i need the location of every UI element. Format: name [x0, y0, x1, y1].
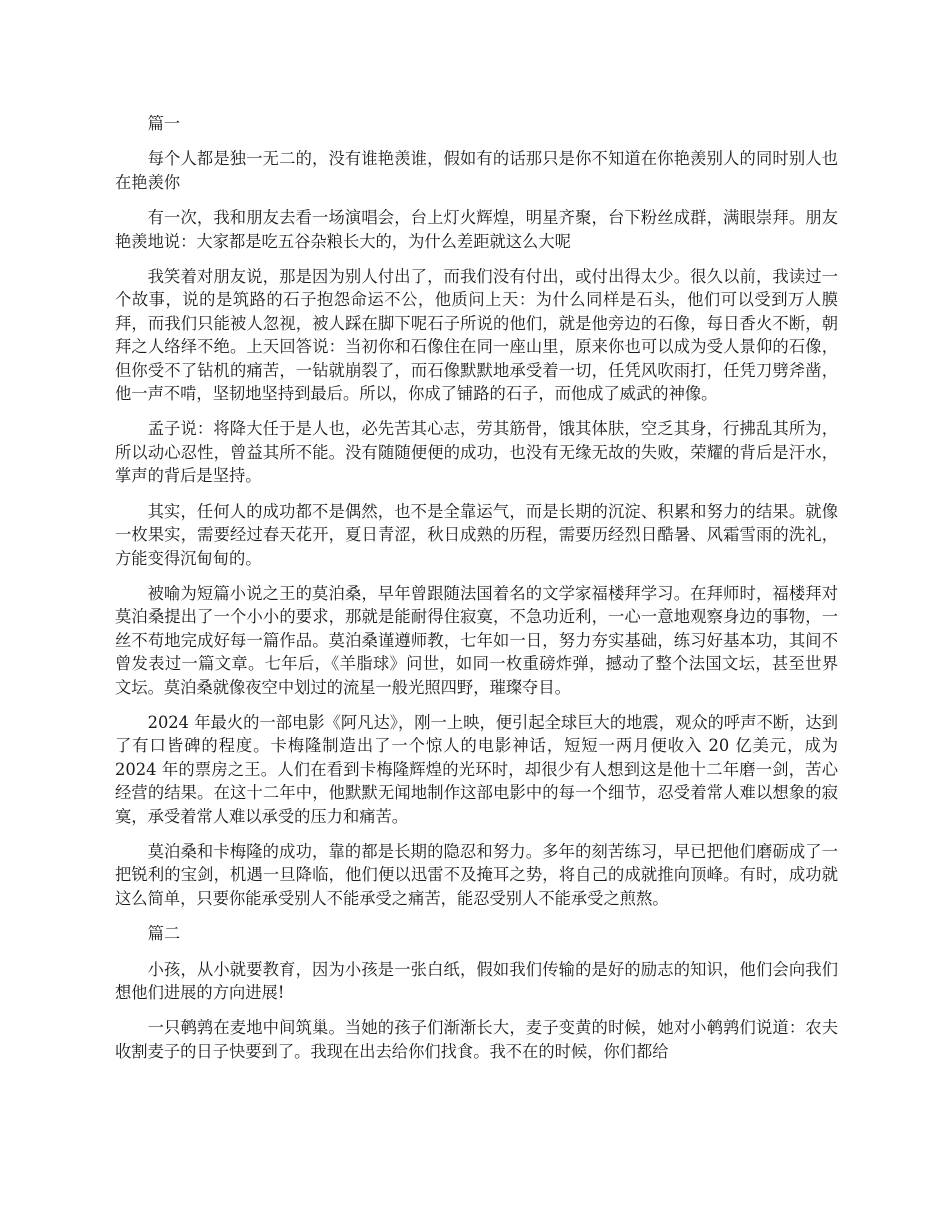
section-heading-2: 篇二: [147, 924, 181, 944]
section-heading-1: 篇一: [147, 114, 181, 133]
paragraph: 每个人都是独一无二的，没有谁艳羡谁，假如有的话那只是你不知道在你艳羡别人的同时别人也在艳羡你: [115, 149, 838, 192]
paragraph: 其实，任何人的成功都不是偶然，也不是全靠运气，而是长期的沉淀、积累和努力的结果。就像一枚果实，需要经过春天花开，夏日青涩，秋日成熟的历程，需要历经烈日酷暑、风霜雪雨的洗礼，方能变得沉甸甸的。: [115, 501, 838, 568]
paragraph: 有一次，我和朋友去看一场演唱会，台上灯火辉煌，明星齐聚，台下粉丝成群，满眼崇拜。朋友艳羡地说：大家都是吃五谷杂粮长大的，为什么差距就这么大呢: [115, 208, 838, 251]
paragraph: 被喻为短篇小说之王的莫泊桑，早年曾跟随法国着名的文学家福楼拜学习。在拜师时，福楼拜对莫泊桑提出了一个小小的要求，那就是能耐得住寂寞，不急功近利，一心一意地观察身边的事物，一丝不苟地完成好每一篇作品。莫泊桑谨遵师教，七年如一日，努力夯实基础，练习好基本功，其间不曾发表过一篇文章。七年后，《羊脂球》问世，如同一枚重磅炸弹，撼动了整个法国文坛，甚至世界文坛。莫泊桑就像夜空中划过的流星一般光照四野，璀璨夺目。: [115, 583, 838, 697]
paragraph: 2024 年最火的一部电影《阿凡达》，刚一上映，便引起全球巨大的地震，观众的呼声不断，达到了有口皆碑的程度。卡梅隆制造出了一个惊人的电影神话，短短一两月便收入 20 亿美元，成为 2024 年的票房之王。人们在看到卡梅隆辉煌的光环时，却很少有人想到这是他十二年磨一剑，苦心经营的结果。在这十二年中，他默默无闻地制作这部电影中的每一个细节，忍受着常人难以想象的寂寞，承受着常人难以承受的压力和痛苦。: [115, 712, 838, 826]
paragraph: 我笑着对朋友说，那是因为别人付出了，而我们没有付出，或付出得太少。很久以前，我读过一个故事，说的是筑路的石子抱怨命运不公，他质问上天：为什么同样是石头，他们可以受到万人膜拜，而我们只能被人忽视，被人踩在脚下呢石子所说的他们，就是他旁边的石像，每日香火不断，朝拜之人络绎不绝。上天回答说：当初你和石像住在同一座山里，原来你也可以成为受人景仰的石像，但你受不了钻机的痛苦，一钻就崩裂了，而石像默默地承受着一切，任凭风吹雨打，任凭刀劈斧凿，他一声不啃，坚韧地坚持到最后。所以，你成了铺路的石子，而他成了威武的神像。: [115, 267, 838, 404]
paragraph: 莫泊桑和卡梅隆的成功，靠的都是长期的隐忍和努力。多年的刻苦练习，早已把他们磨砺成了一把锐利的宝剑，机遇一旦降临，他们便以迅雷不及掩耳之势，将自己的成就推向顶峰。有时，成功就这么简单，只要你能承受别人不能承受之痛苦，能忍受别人不能承受之煎熬。: [115, 841, 838, 908]
document-body: [115, 112, 838, 1075]
paragraph: 一只鹌鹑在麦地中间筑巢。当她的孩子们渐渐长大，麦子变黄的时候，她对小鹌鹑们说道：农夫收割麦子的日子快要到了。我现在出去给你们找食。我不在的时候，你们都给: [115, 1018, 838, 1061]
paragraph: 小孩，从小就要教育，因为小孩是一张白纸，假如我们传输的是好的励志的知识，他们会向我们想他们进展的方向进展!: [115, 959, 838, 1002]
paragraph: 孟子说：将降大任于是人也，必先苦其心志，劳其筋骨，饿其体肤，空乏其身，行拂乱其所为，所以动心忍性，曾益其所不能。没有随随便便的成功，也没有无缘无故的失败，荣耀的背后是汗水，掌声的背后是坚持。: [115, 419, 838, 486]
